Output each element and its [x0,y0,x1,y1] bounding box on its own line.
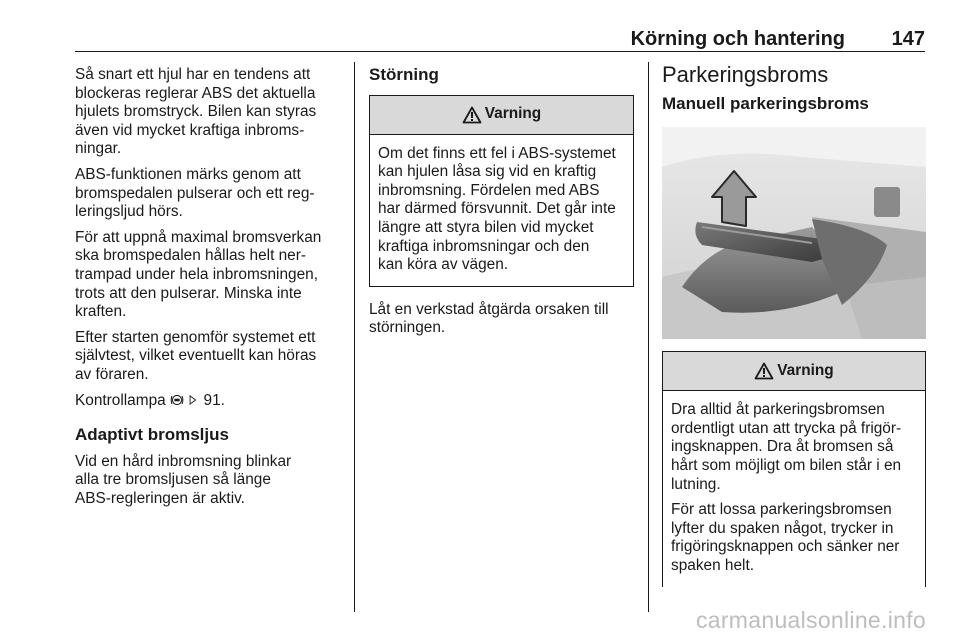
page-ref-arrow-icon [188,393,199,407]
adaptive-brakelight-heading: Adaptivt bromsljus [75,425,229,445]
abs-lamp-reference [75,392,345,411]
warning-triangle-icon [462,106,482,124]
abs-lamp-icon [170,393,184,407]
page-header [75,24,925,54]
abs-warning-box [369,95,634,287]
column-divider-1 [354,62,355,612]
column-left [75,66,345,515]
manual-parking-brake-subheading: Manuell parkeringsbroms [662,93,869,113]
warning-label-2: Varning [777,361,834,379]
parking-brake-warning-text-2: För att lossa parkeringsbromsen lyfter du spaken något, trycker in frigöringsknappen och sänker ner spaken helt. [671,501,900,574]
warning-body [370,135,633,286]
warning-header-2 [663,352,925,391]
parking-brake-illustration [662,127,926,339]
parking-brake-heading: Parkeringsbroms [662,62,829,87]
column-divider-2 [648,62,649,612]
abs-warning-text: Om det finns ett fel i ABS-systemet kan hjulen låsa sig vid en kraftig inbromsning. Fördelen med ABS har därmed försvunnit. Det går inte längre att styra bilen vid mycket kraftiga inbromsningar och den kan köra av vägen. [378,144,616,274]
abs-paragraph-3: För att uppnå maximal bromsverkan ska bromspedalen hållas helt ner- trampad under hela inbromsningen, trots att den pulserar. Minska inte kraften. [75,228,322,321]
adaptive-brakelight-text: Vid en hård inbromsning blinkar alla tre bromsljusen så länge ABS-regleringen är aktiv. [75,452,292,507]
fault-instruction: Låt en verkstad åtgärda orsaken till störningen. [369,300,609,337]
column-right [662,62,926,587]
parking-brake-warning-text-1: Dra alltid åt parkeringsbromsen ordentligt utan att trycka på frigör- ingsknappen. Dra åt bromsen så hårt som möjligt om bilen står i en lutning. [671,401,902,493]
column-middle [369,66,634,345]
fault-heading: Störning [369,65,439,84]
abs-paragraph-1: Så snart ett hjul har en tendens att blockeras reglerar ABS det aktuella hjulets bromstryck. Bilen kan styras även vid mycket kraftiga inbroms- ningar. [75,66,317,158]
warning-triangle-icon [754,362,774,380]
header-rule [75,51,925,52]
abs-lamp-label: Kontrollampa [75,391,166,409]
warning-body-2 [663,391,925,586]
abs-paragraph-2: ABS-funktionen märks genom att bromspedalen pulserar och ett reg- leringsljud hörs. [75,165,315,221]
warning-header [370,96,633,135]
warning-label: Varning [484,105,542,123]
page-number: 147 [891,28,925,50]
parking-brake-warning-box [662,351,926,586]
watermark: carmanualsonline.info [695,607,926,633]
abs-lamp-page-ref: 91. [203,391,225,409]
abs-paragraph-4: Efter starten genomför systemet ett självtest, vilket eventuellt kan höras av föraren. [75,328,317,383]
chapter-title: Körning och hantering [630,28,845,50]
